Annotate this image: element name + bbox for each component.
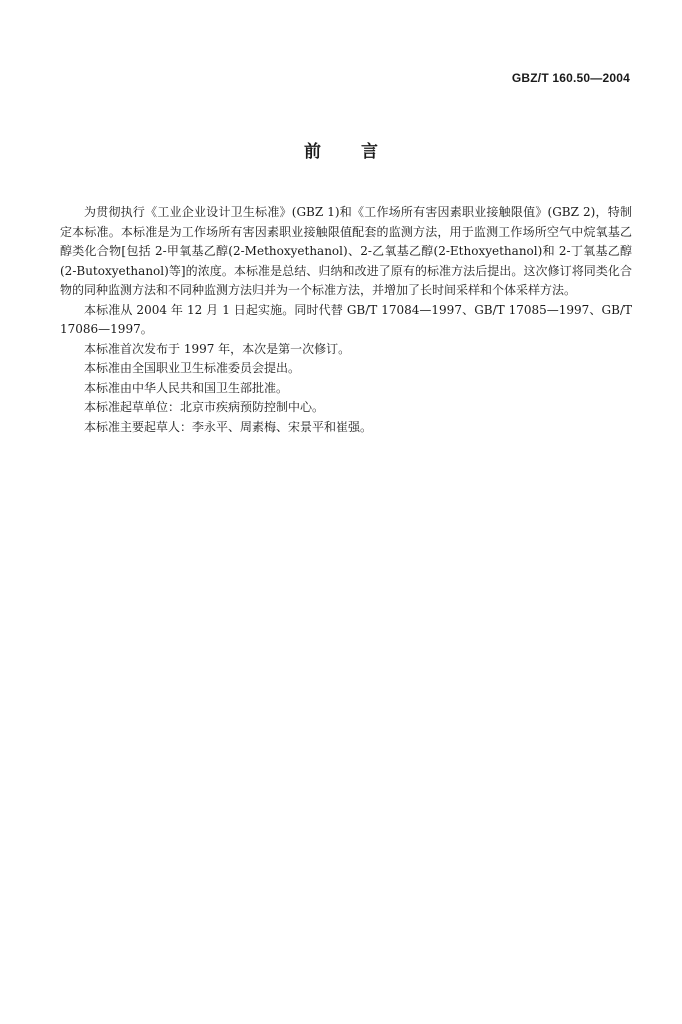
paragraph-purpose: 为贯彻执行《工业企业设计卫生标准》(GBZ 1)和《工作场所有害因素职业接触限值》(GBZ 2)，特制定本标准。本标准是为工作场所有害因素职业接触限值配套的监测方法，用于监测工作场所空气中烷氧基乙醇类化合物[包括 2-甲氧基乙醇(2-Methoxyethanol)、2-乙氧基乙醇(2-Ethoxyethanol)和 2-丁氧基乙醇(2-Butoxyethanol)等]的浓度。本标准是总结、归纳和改进了原有的标准方法后提出。这次修订将同类化合物的同种监测方法和不同种监测方法归并为一个标准方法，并增加了长时间采样和个体采样方法。 — [60, 205, 632, 297]
paragraph-drafting-unit: 本标准起草单位：北京市疾病预防控制中心。 — [84, 400, 325, 414]
paragraph-approved-by: 本标准由中华人民共和国卫生部批准。 — [84, 380, 289, 395]
foreword-body — [60, 203, 632, 437]
page-title: 前言 — [304, 142, 418, 162]
paragraph-proposed-by: 本标准由全国职业卫生标准委员会提出。 — [84, 361, 301, 375]
paragraph-first-release: 本标准首次发布于 1997 年，本次是第一次修订。 — [84, 341, 351, 356]
paragraph-effective-date: 本标准从 2004 年 12 月 1 日起实施。同时代替 GB/T 17084—1997、GB/T 17085—1997、GB/T 17086—1997。 — [60, 302, 632, 336]
paragraph-drafters: 本标准主要起草人：李永平、周素梅、宋景平和崔强。 — [84, 419, 373, 434]
document-code: GBZ/T 160.50—2004 — [511, 71, 630, 85]
